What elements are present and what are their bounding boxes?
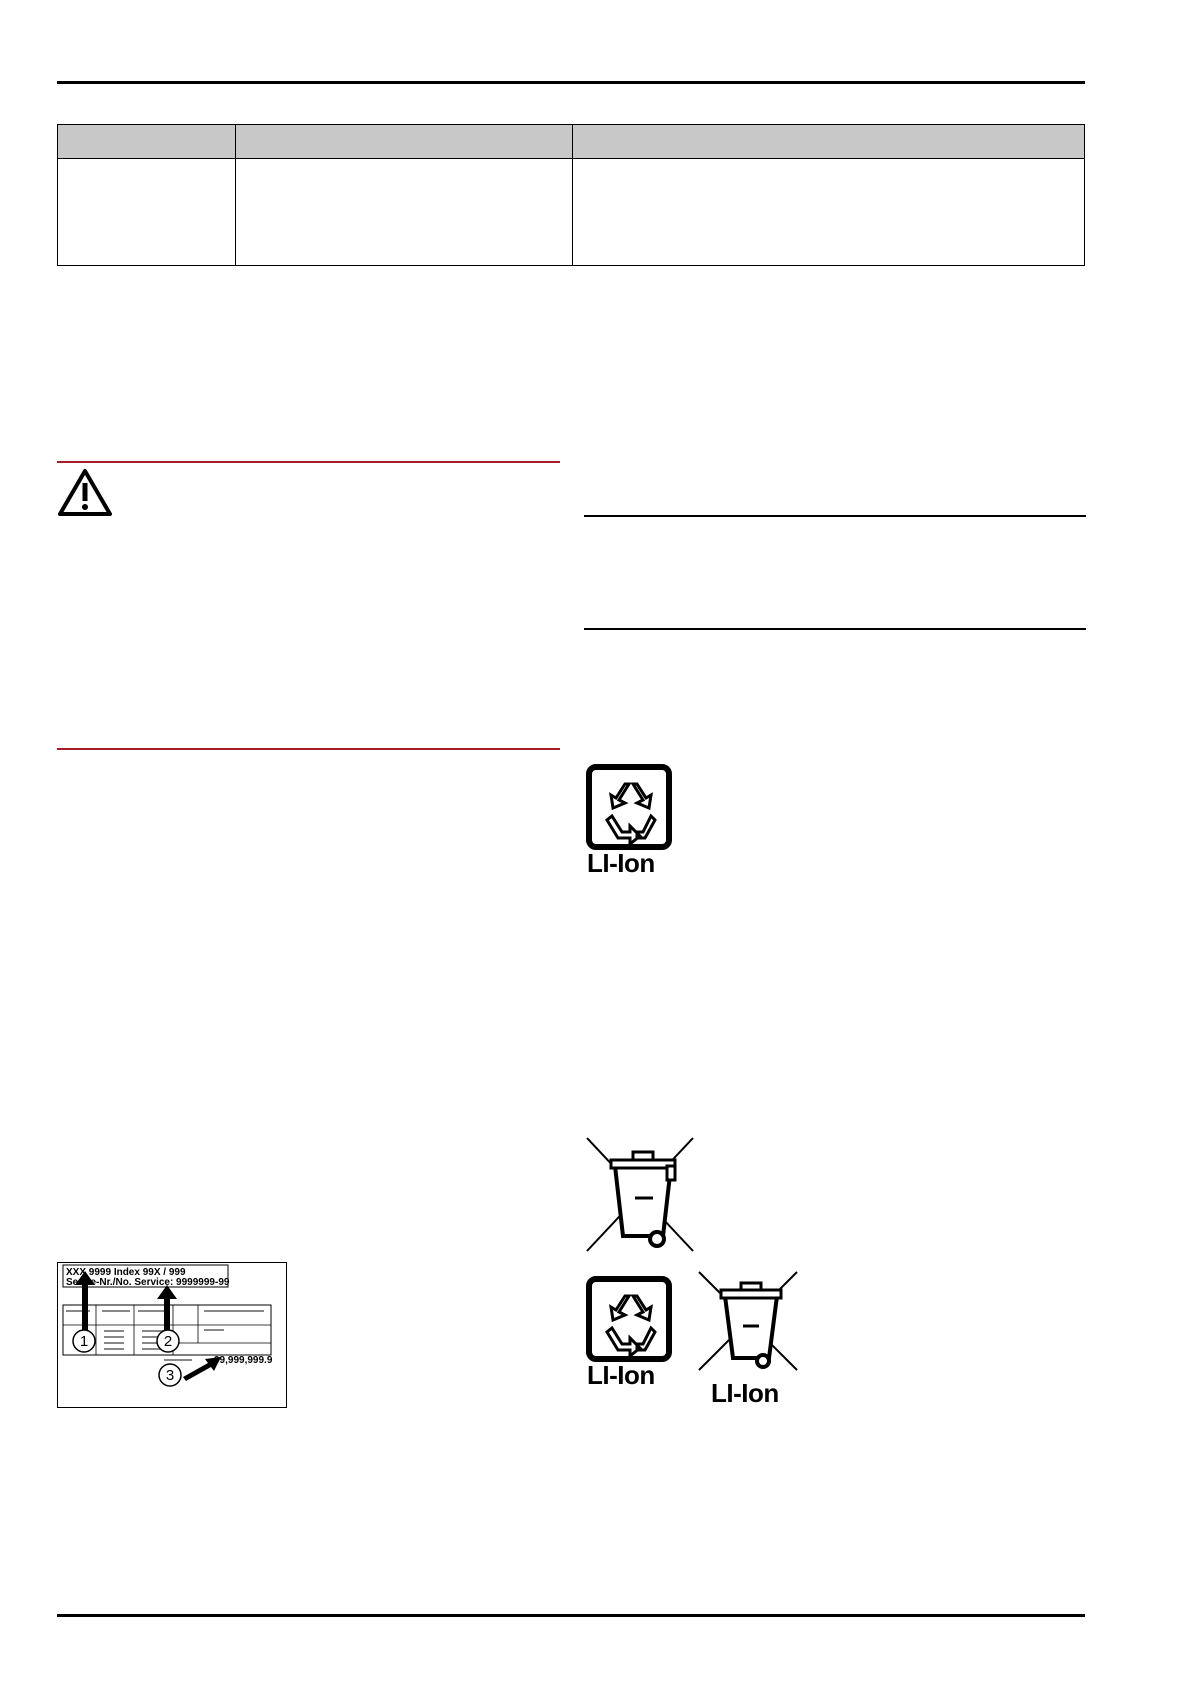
- plate-serial-value: 99,999,999.9: [214, 1355, 273, 1366]
- crossed-bin-liion: [697, 1270, 801, 1410]
- warning-bottom-rule: [57, 748, 560, 750]
- table-header-cell: [58, 125, 236, 159]
- table-row: [58, 159, 1085, 266]
- table-cell: [236, 159, 573, 266]
- table-header-row: [58, 125, 1085, 159]
- plate-line-2: Serv e-Nr./No. Service: 9999999-99: [66, 1277, 230, 1288]
- bin-label: LI-Ion: [711, 1378, 779, 1408]
- warning-top-rule: [57, 461, 560, 463]
- note-bottom-rule: [584, 628, 1086, 630]
- table-header-cell: [236, 125, 573, 159]
- crossed-bin-icon: [697, 1270, 801, 1374]
- table-header-cell: [573, 125, 1085, 159]
- recycle-label: LI-Ion: [587, 848, 655, 878]
- header-rule: [57, 81, 1085, 84]
- callout-2: 2: [163, 1333, 173, 1350]
- recycle-symbol: [585, 764, 675, 876]
- rating-plate-figure: [57, 1262, 287, 1408]
- table-cell: [573, 159, 1085, 266]
- recycle-symbol-2: [585, 1276, 675, 1388]
- warning-triangle-icon: [57, 468, 113, 518]
- table-cell: [58, 159, 236, 266]
- crossed-bin-icon: [585, 1136, 697, 1254]
- callout-1: 1: [79, 1333, 89, 1350]
- note-top-rule: [584, 515, 1086, 517]
- plate-line-1: XXX 9999 Index 99X / 999: [66, 1267, 186, 1278]
- recycle-label-2: LI-Ion: [587, 1360, 655, 1390]
- info-table: [57, 124, 1085, 266]
- recycle-icon: [585, 764, 675, 850]
- recycle-icon: [585, 1276, 675, 1362]
- callout-3: 3: [165, 1367, 175, 1384]
- footer-rule: [57, 1614, 1085, 1617]
